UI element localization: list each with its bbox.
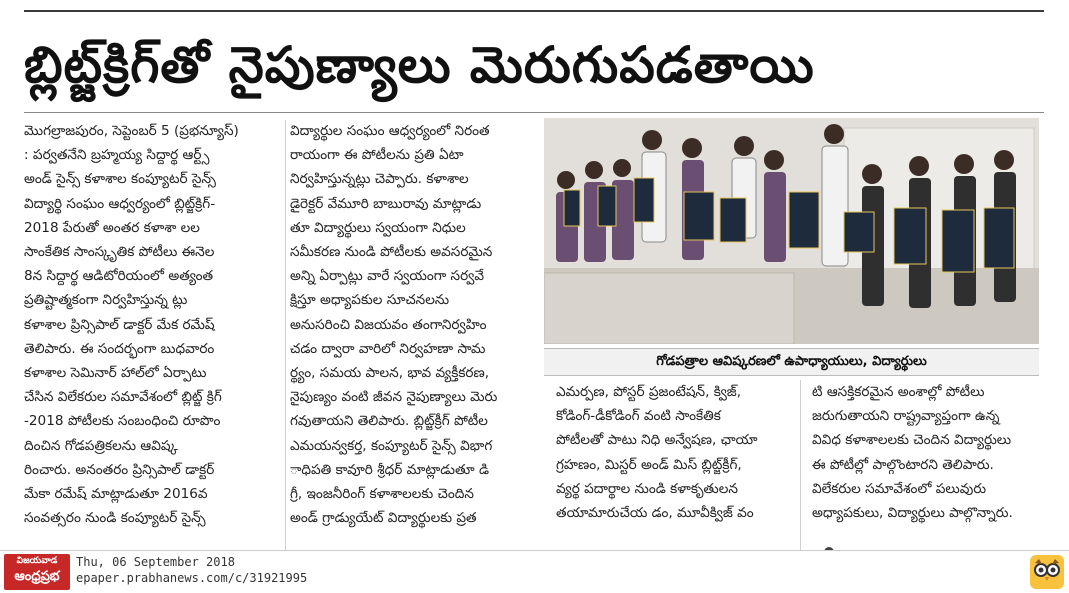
article-line: సమీకరణ నుండి పోటీలకు అవసరమైన bbox=[290, 244, 493, 261]
article-line: సంవత్సరం నుండి కంప్యూటర్ సైన్స్ bbox=[24, 510, 206, 527]
edition-date: Thu, 06 September 2018 bbox=[76, 555, 235, 569]
article-line: ఈ పోటీల్లో పాల్గొంటారని తెలిపారు. bbox=[812, 456, 994, 473]
article-line: రాయంగా ఈ పోటీలను ప్రతి ఏటా bbox=[290, 147, 464, 164]
top-rule bbox=[24, 10, 1044, 12]
epaper-footer bbox=[0, 550, 1069, 593]
news-photo bbox=[544, 118, 1039, 344]
article-line: -2018 పోటీలకు సంబంధించి రూపొం bbox=[24, 413, 221, 430]
owl-icon[interactable] bbox=[1030, 555, 1064, 589]
article-line: అనుసరించి విజయవం తంగానిర్వహిం bbox=[290, 316, 487, 333]
article-column-3 bbox=[556, 380, 786, 550]
article-line: ఎమర్పణ, పోస్టర్ ప్రజంటేషన్, క్విజ్, bbox=[556, 384, 742, 400]
article-line: జరుగుతాయని రాష్ట్రవ్యాప్తంగా ఉన్న bbox=[812, 408, 1000, 425]
article-column-1 bbox=[24, 119, 282, 547]
article-line: క్షిస్తూ అధ్యాపకుల సూచనలను bbox=[290, 292, 450, 309]
article-line: వివిధ కళాశాలలకు చెందిన విద్యార్థులు bbox=[812, 432, 1012, 449]
article-line: 2018 పేరుతో అంతర కళాశా లల bbox=[24, 219, 200, 236]
article-line: టి ఆసక్తికరమైన అంశాల్లో పోటీలు bbox=[812, 384, 985, 400]
article-line: కోడింగ్-డీకోడింగ్ వంటి సాంకేతిక bbox=[556, 408, 721, 425]
photo-illustration bbox=[544, 118, 1039, 344]
photo-caption: గోడపత్రాల ఆవిష్కరణలో ఉపాధ్యాయులు, విద్యార్థులు bbox=[544, 348, 1039, 376]
column-divider bbox=[285, 120, 286, 550]
article-line: చేసిన విలేకరుల సమావేశంలో బ్లిట్జ్ క్రిగ్ bbox=[24, 389, 222, 406]
article-line: వ్యర్థ పదార్థాల నుండి కళాకృతులన bbox=[556, 480, 738, 497]
article-line: అండ్ సైన్స్ కళాశాల కంప్యూటర్ సైన్స్ bbox=[24, 171, 216, 188]
article-line: డైరెక్టర్ వేమూరి బాబురావు మాట్లాడు bbox=[290, 195, 482, 212]
article-line: సాంకేతిక సాంస్కృతిక పోటీలు ఈనెల bbox=[24, 244, 215, 261]
article-line: తెలిపారు. ఈ సందర్భంగా బుధవారం bbox=[24, 340, 215, 357]
article-line: కళాశాల సెమినార్ హాల్‌లో ఏర్పాటు bbox=[24, 365, 207, 382]
andhra-prabha-logo[interactable] bbox=[4, 554, 70, 590]
headline-rule bbox=[24, 112, 1044, 113]
article-line: మొగల్రాజపురం, సెప్టెంబర్ 5 (ప్రభన్యూస్) bbox=[24, 123, 239, 139]
article-line: గ్రీ, ఇంజనీరింగ్ కళాశాలలకు చెందిన bbox=[290, 486, 474, 503]
article-line: ర్థ్యం, సమయ పాలన, భావ వ్యక్తీకరణ, bbox=[290, 365, 490, 382]
article-line: గవుతాయని తెలిపారు. బ్లిట్జ్‌క్రీగ్ పోటీల bbox=[290, 413, 488, 430]
article-line: కళాశాల ప్రిన్సిపాల్ డాక్టర్ మేక రమేష్ bbox=[24, 316, 215, 333]
article-line: ప్రతిష్టాత్మకంగా నిర్వహిస్తున్న ట్లు bbox=[24, 292, 188, 309]
article-line: గ్రహణం, మిస్టర్ అండ్ మిస్ బ్లిట్జ్‌క్రీగ్, bbox=[556, 456, 742, 473]
article-line: రించారు. అనంతరం ప్రిన్సిపాల్ డాక్టర్ bbox=[24, 461, 215, 478]
article-line: దించిన గోడపత్రికలను ఆవిష్క bbox=[24, 437, 178, 454]
article-line: పోటీలతో పాటు నిధి అన్వేషణ, ఛాయా bbox=[556, 432, 758, 449]
article-line: అండ్ గ్రాడ్యుయేట్ విద్యార్థులకు ప్రత bbox=[290, 510, 477, 527]
clip-url[interactable]: epaper.prabhanews.com/c/31921995 bbox=[76, 571, 308, 585]
article-line: ఎమయన్వకర్త, కంప్యూటర్ సైన్స్ విభాగ bbox=[290, 437, 493, 454]
article-column-4 bbox=[812, 380, 1044, 550]
article-line: తూ విద్యార్థులు స్వయంగా నిధుల bbox=[290, 219, 466, 236]
article-line: అధ్యాపకులు, విద్యార్థులు పాల్గొన్నారు. bbox=[812, 505, 1013, 522]
article-line: చడం ద్వారా వారిలో నిర్వహణా సామ bbox=[290, 340, 486, 357]
column-divider bbox=[800, 380, 801, 550]
article-line: తయామారుచేయ డం, మూవీక్విజ్ వం bbox=[556, 505, 754, 522]
article-line: విద్యార్థి సంఘం ఆధ్వర్యంలో బ్లిట్జ్‌క్రిగ్- bbox=[24, 195, 216, 212]
article-line: 8న సిద్దార్థ ఆడిటోరియంలో అత్యంత bbox=[24, 268, 214, 285]
article-line: నిర్వహిస్తున్నట్లు చెప్పారు. కళాశాల bbox=[290, 171, 469, 188]
headline: బ్లిట్జ్‌క్రిగ్‌తో నైపుణ్యాలు మెరుగుపడతాయి bbox=[24, 36, 815, 94]
article-line: విద్యార్థుల సంఘం ఆధ్వర్యంలో నిరంత bbox=[290, 123, 490, 139]
article-column-2 bbox=[290, 119, 540, 547]
article-line: నైపుణ్యం వంటి జీవన నైపుణ్యాలు మెరు bbox=[290, 389, 498, 406]
article-line: అన్ని ఏర్పాట్లు వారే స్వయంగా సర్వవే bbox=[290, 268, 485, 285]
logo-title: ఆంధ్రప్రభ bbox=[14, 569, 60, 584]
article-line: : పర్వతనేని బ్రహ్మయ్య సిద్దార్థ ఆర్ట్స్ bbox=[24, 147, 210, 164]
article-line: ాధిపతి కావూరి శ్రీధర్ మాట్లాడుతూ డి bbox=[290, 461, 490, 478]
article-line: విలేకరుల సమావేశంలో పలువురు bbox=[812, 480, 987, 497]
logo-edition: విజయవాడ bbox=[16, 556, 58, 566]
article-line: మేకా రమేష్ మాట్లాడుతూ 2016వ bbox=[24, 486, 208, 503]
